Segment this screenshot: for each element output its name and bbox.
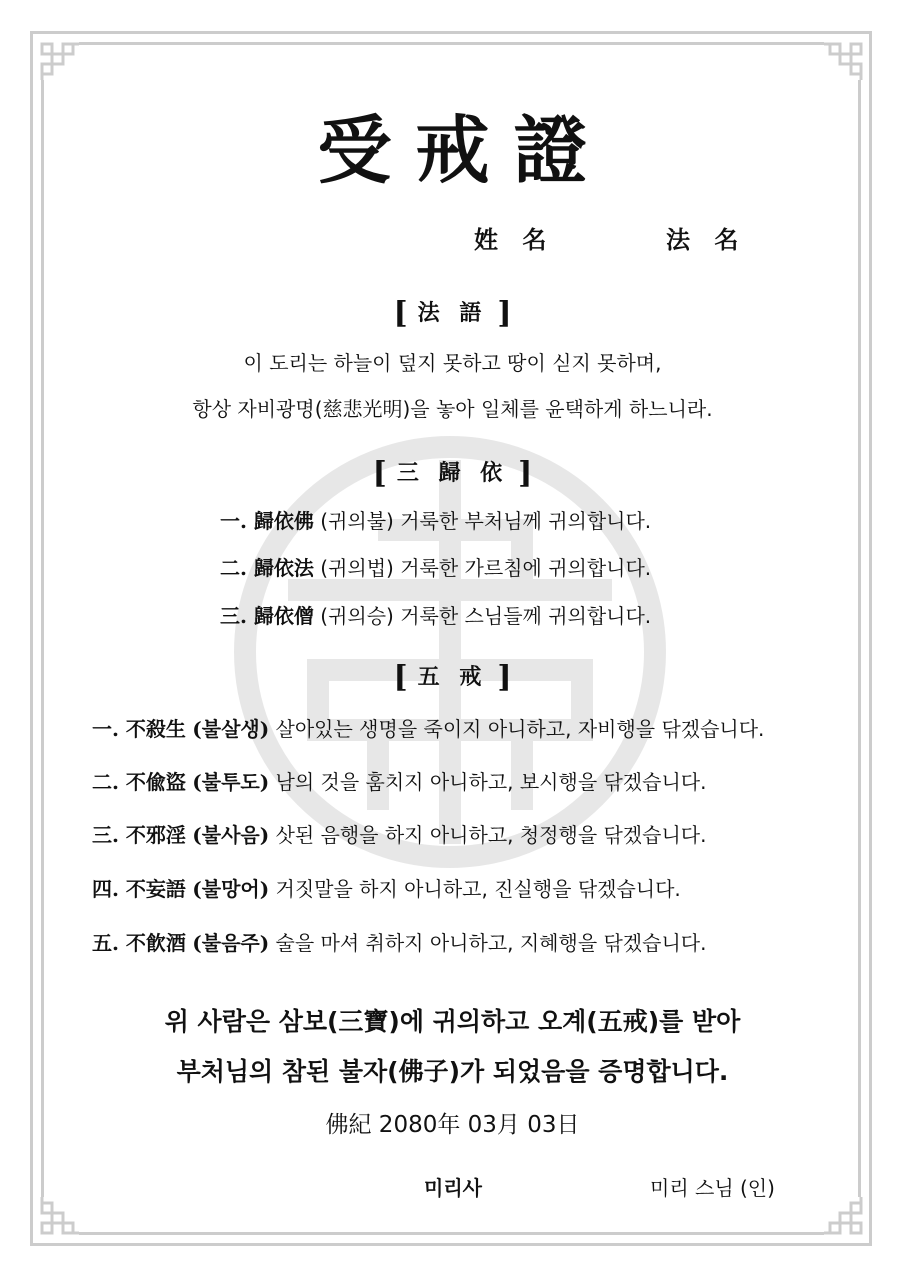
- corner-ornament-icon: [39, 40, 79, 80]
- monk-signature: 미리 스님 (인): [650, 1176, 775, 1200]
- name-label: 姓 名: [474, 225, 555, 254]
- corner-ornament-icon: [824, 1197, 864, 1237]
- precept-item: 四. 不妄語 (불망어) 거짓말을 하지 아니하고, 진실행을 닦겠습니다.: [92, 877, 681, 901]
- certificate-title: 受戒證: [317, 108, 612, 194]
- issue-date: 佛紀 2080年 03月 03日: [325, 1112, 580, 1138]
- precept-item: 五. 不飮酒 (불음주) 술을 마셔 취하지 아니하고, 지혜행을 닦겠습니다.: [92, 931, 707, 955]
- precept-item: 二. 不偸盜 (불투도) 남의 것을 훔치지 아니하고, 보시행을 닦겠습니다.: [92, 770, 707, 794]
- longevity-emblem-watermark-icon: [228, 430, 672, 874]
- precept-item: 三. 不邪淫 (불사음) 삿된 음행을 하지 아니하고, 청정행을 닦겠습니다.: [92, 823, 707, 847]
- dharma-words-heading: [ 法 語 ]: [393, 296, 512, 331]
- dharma-words-line: 이 도리는 하늘이 덮지 못하고 땅이 싣지 못하며,: [243, 351, 662, 375]
- temple-name: 미리사: [424, 1176, 482, 1200]
- refuge-item: 三. 歸依僧 (귀의승) 거룩한 스님들께 귀의합니다.: [220, 604, 652, 628]
- refuge-item: 二. 歸依法 (귀의법) 거룩한 가르침에 귀의합니다.: [220, 556, 652, 580]
- dharma-words-line: 항상 자비광명(慈悲光明)을 놓아 일체를 윤택하게 하느니라.: [192, 397, 713, 421]
- closing-statement-line: 위 사람은 삼보(三寶)에 귀의하고 오계(五戒)를 받아: [164, 1007, 741, 1036]
- closing-statement-line: 부처님의 참된 불자(佛子)가 되었음을 증명합니다.: [176, 1057, 729, 1086]
- three-refuges-heading: [ 三 歸 依 ]: [372, 456, 533, 491]
- five-precepts-heading: [ 五 戒 ]: [393, 660, 512, 695]
- refuge-item: 一. 歸依佛 (귀의불) 거룩한 부처님께 귀의합니다.: [220, 509, 652, 533]
- dharma-name-label: 法 名: [666, 225, 747, 254]
- precept-item: 一. 不殺生 (불살생) 살아있는 생명을 죽이지 아니하고, 자비행을 닦겠습니다.: [92, 717, 765, 741]
- corner-ornament-icon: [39, 1197, 79, 1237]
- corner-ornament-icon: [824, 40, 864, 80]
